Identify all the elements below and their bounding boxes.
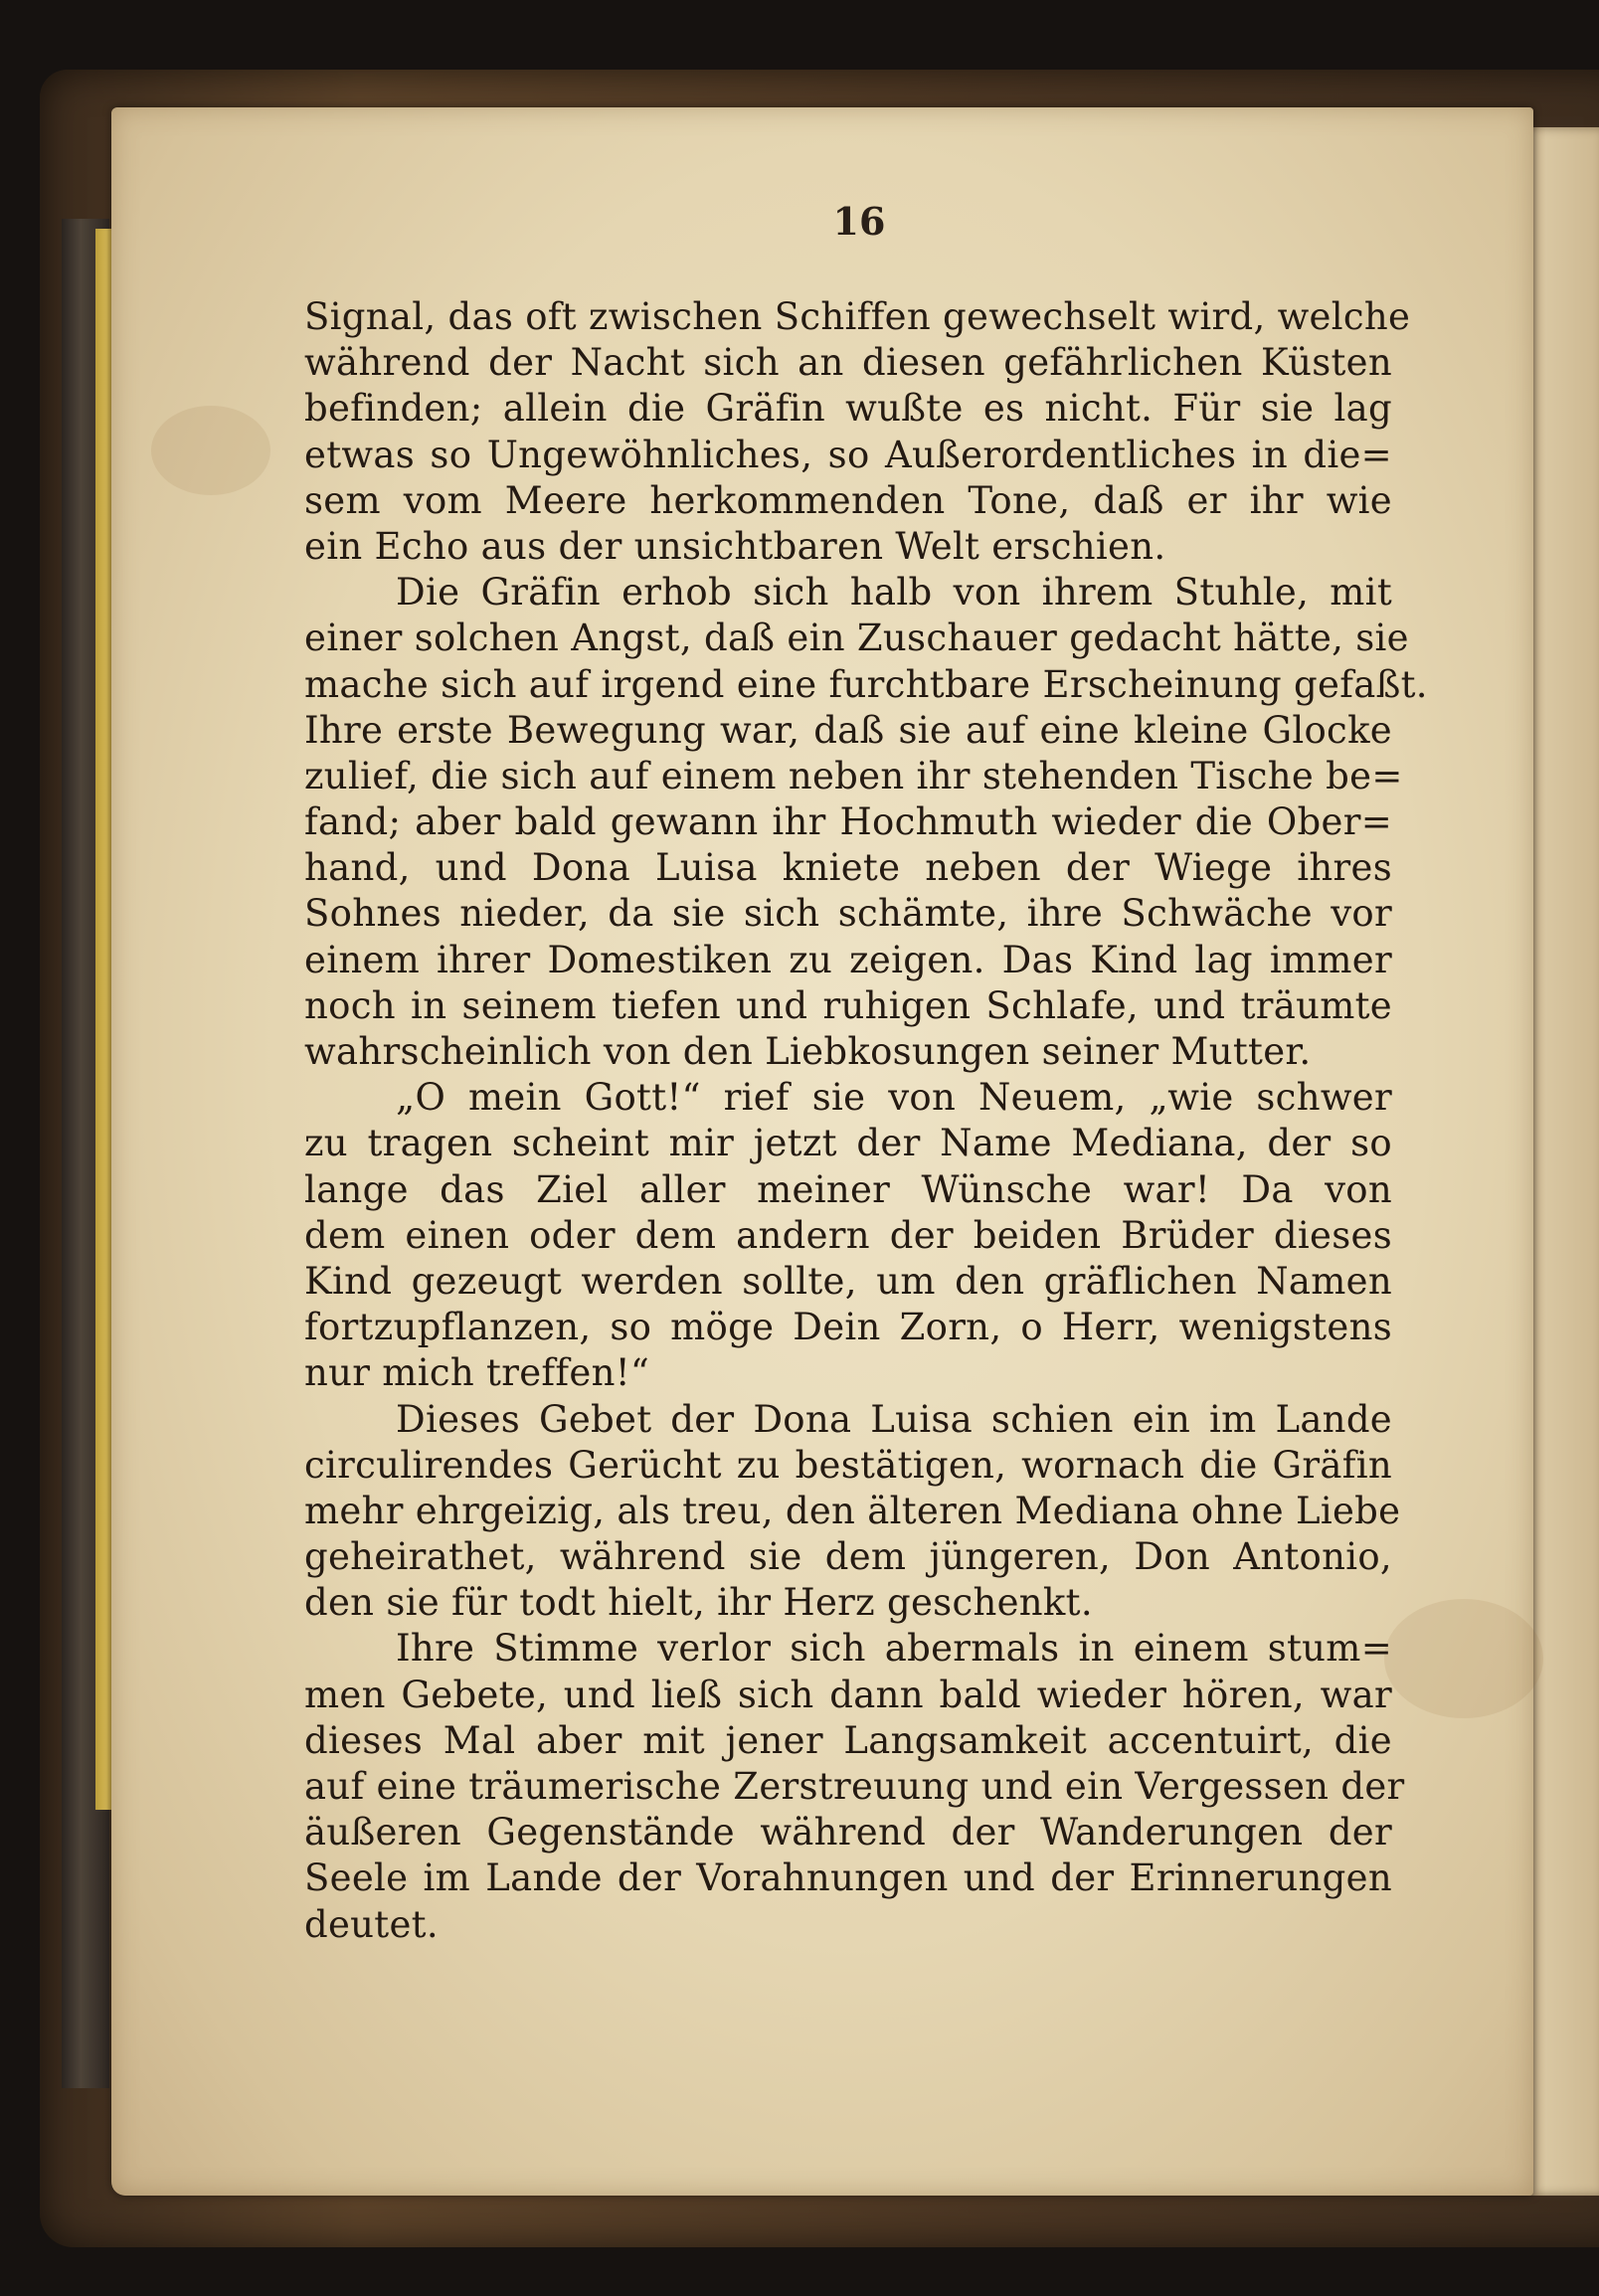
text-line: fortzupflanzen, so möge Dein Zorn, o Herr, wenigstens <box>304 1306 1392 1349</box>
text-line: men Gebete, und ließ sich dann bald wieder hören, war <box>304 1673 1392 1716</box>
text-line: befinden; allein die Gräfin wußte es nicht. Für sie lag <box>304 387 1392 431</box>
text-line: Die Gräfin erhob sich halb von ihrem Stuhle, mit <box>396 571 1392 615</box>
page-stain <box>1384 1599 1543 1718</box>
page-number: 16 <box>832 199 886 244</box>
text-line: mehr ehrgeizig, als treu, den älteren Mediana ohne Liebe <box>304 1489 1401 1532</box>
text-line: einem ihrer Domestiken zu zeigen. Das Kind lag immer <box>304 938 1392 981</box>
text-line: hand, und Dona Luisa kniete neben der Wiege ihres <box>304 846 1392 890</box>
text-line: etwas so Ungewöhnliches, so Außerordentliches in die= <box>304 433 1392 476</box>
text-line: „O mein Gott!“ rief sie von Neuem, „wie schwer <box>396 1076 1392 1120</box>
text-line: äußeren Gegenstände während der Wanderungen der <box>304 1811 1392 1854</box>
page-body-text <box>304 294 1428 1948</box>
text-line: zu tragen scheint mir jetzt der Name Mediana, der so <box>304 1122 1392 1165</box>
text-line: Ihre erste Bewegung war, daß sie auf eine kleine Glocke <box>304 708 1392 752</box>
text-line: Kind gezeugt werden sollte, um den gräflichen Namen <box>304 1259 1392 1303</box>
text-line: Dieses Gebet der Dona Luisa schien ein im Lande <box>396 1397 1392 1441</box>
text-line: wahrscheinlich von den Liebkosungen seiner Mutter. <box>304 1030 1312 1073</box>
text-line: auf eine träumerische Zerstreuung und ein Vergessen der <box>304 1765 1405 1808</box>
text-line: Sohnes nieder, da sie sich schämte, ihre Schwäche vor <box>304 892 1392 936</box>
page-stain <box>151 406 270 495</box>
text-line: zulief, die sich auf einem neben ihr stehenden Tische be= <box>304 754 1403 797</box>
text-line: lange das Ziel aller meiner Wünsche war! Da von <box>304 1167 1392 1211</box>
text-line: einer solchen Angst, daß ein Zuschauer gedacht hätte, sie <box>304 617 1409 660</box>
text-line: Seele im Lande der Vorahnungen und der Erinnerungen <box>304 1856 1392 1900</box>
text-line: dem einen oder dem andern der beiden Brüder dieses <box>304 1213 1392 1257</box>
facing-page-edge <box>1523 127 1599 2196</box>
text-line: fand; aber bald gewann ihr Hochmuth wieder die Ober= <box>304 800 1392 844</box>
text-line: geheirathet, während sie dem jüngeren, Don Antonio, <box>304 1535 1392 1579</box>
text-line: deutet. <box>304 1902 439 1946</box>
text-line: mache sich auf irgend eine furchtbare Erscheinung gefaßt. <box>304 662 1428 706</box>
text-line: circulirendes Gerücht zu bestätigen, wornach die Gräfin <box>304 1443 1392 1487</box>
text-line: während der Nacht sich an diesen gefährlichen Küsten <box>304 341 1392 385</box>
text-line: nur mich treffen!“ <box>304 1351 650 1395</box>
text-line: Signal, das oft zwischen Schiffen gewechselt wird, welche <box>304 295 1411 338</box>
text-line: sem vom Meere herkommenden Tone, daß er ihr wie <box>304 478 1392 522</box>
text-line: Ihre Stimme verlor sich abermals in einem stum= <box>396 1627 1392 1671</box>
text-line: dieses Mal aber mit jener Langsamkeit accentuirt, die <box>304 1718 1392 1762</box>
text-line: den sie für todt hielt, ihr Herz geschenkt. <box>304 1581 1093 1625</box>
text-line: noch in seinem tiefen und ruhigen Schlafe, und träumte <box>304 983 1392 1027</box>
text-line: ein Echo aus der unsichtbaren Welt erschien. <box>304 524 1166 568</box>
